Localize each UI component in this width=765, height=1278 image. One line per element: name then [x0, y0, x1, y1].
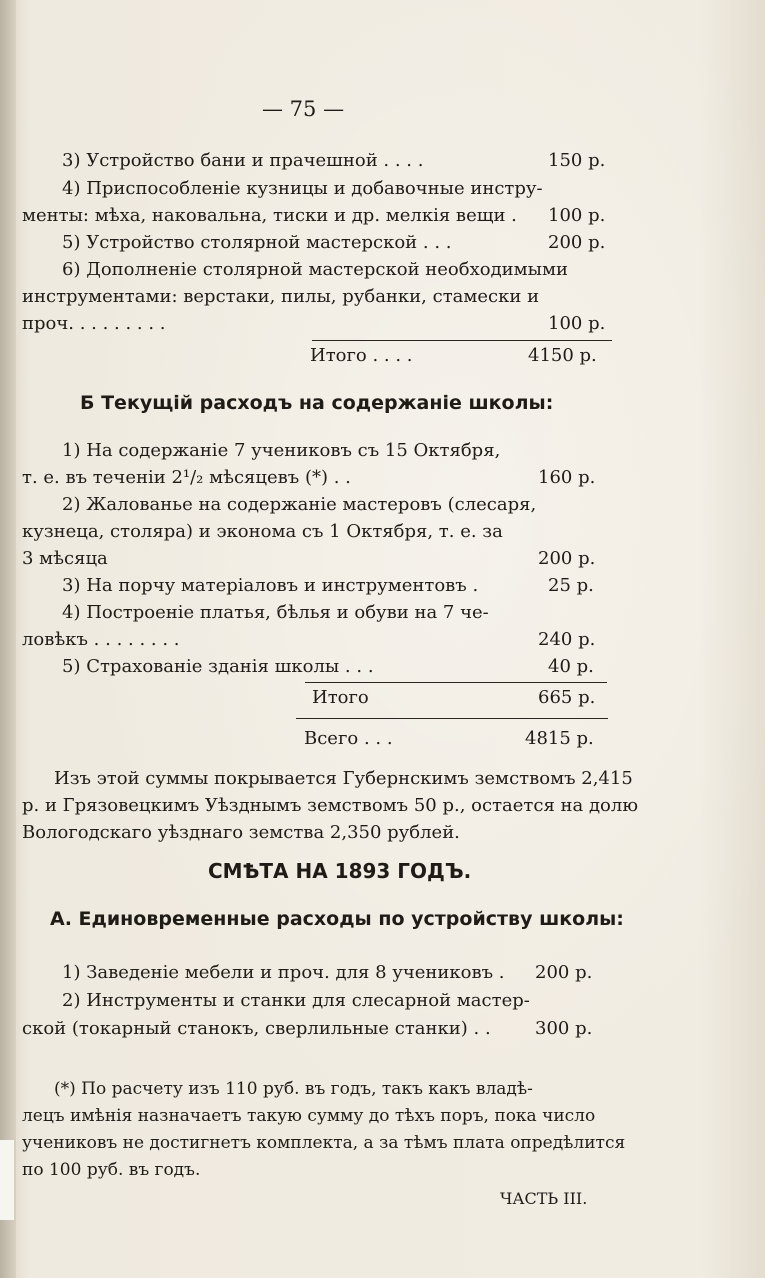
paragraph-line-1: Изъ этой суммы покрывается Губернскимъ земствомъ 2,415	[54, 768, 633, 789]
a-item-1-amount: 200 р.	[535, 962, 593, 983]
b-item-2-text: 2) Жалованье на содержаніе мастеровъ (слесаря,	[62, 494, 537, 515]
b-total-rule	[305, 682, 607, 683]
heading-estimate-1893: СМѢТА НА 1893 ГОДЪ.	[208, 859, 472, 883]
b-item-2-text-3: 3 мѣсяца	[22, 548, 108, 569]
b-item-1-amount: 160 р.	[538, 467, 596, 488]
item-bath-text: 3) Устройство бани и прачешной . . . .	[62, 150, 424, 171]
item-joinery-extra-text-2: инструментами: верстаки, пилы, рубанки, стамески и	[22, 286, 540, 307]
grand-total-rule	[296, 718, 608, 719]
heading-current-expenses: Б Текущій расходъ на содержаніе школы:	[80, 392, 554, 414]
b-item-4-text-2: ловѣкъ . . . . . . . .	[22, 629, 180, 650]
heading-one-time-expenses: А. Единовременные расходы по устройству школы:	[50, 908, 624, 930]
b-item-1-text-2: т. е. въ теченіи 2¹/₂ мѣсяцевъ (*) . .	[22, 467, 351, 488]
item-joinery-amount: 200 р.	[548, 232, 606, 253]
item-smithy-text-2: менты: мѣха, наковальна, тиски и др. мелкія вещи .	[22, 205, 517, 226]
a-item-2-text: 2) Инструменты и станки для слесарной мастер-	[62, 990, 530, 1011]
item-smithy-text: 4) Приспособленіе кузницы и добавочные инстру-	[62, 178, 543, 199]
item-smithy-amount: 100 р.	[548, 205, 606, 226]
paragraph-line-3: Вологодскаго уѣзднаго земства 2,350 рублей.	[22, 822, 460, 843]
page-number: — 75 —	[262, 97, 345, 121]
a-item-1-text: 1) Заведеніе мебели и проч. для 8 учениковъ .	[62, 962, 505, 983]
total-rule	[312, 340, 612, 341]
b-item-1-text: 1) На содержаніе 7 учениковъ съ 15 Октября,	[62, 440, 501, 461]
item-joinery-extra-text-3: проч. . . . . . . . .	[22, 313, 166, 334]
grand-total-amount: 4815 р.	[525, 728, 594, 749]
footnote-line-3: учениковъ не достигнетъ комплекта, а за тѣмъ плата опредѣлится	[22, 1133, 626, 1153]
top-total-amount: 4150 р.	[528, 345, 597, 366]
signature-mark: ЧАСТЬ III.	[500, 1189, 588, 1208]
item-bath-amount: 150 р.	[548, 150, 606, 171]
a-item-2-amount: 300 р.	[535, 1018, 593, 1039]
b-item-2-text-2: кузнеца, столяра) и эконома съ 1 Октября, т. е. за	[22, 521, 503, 542]
page-edge-tear	[0, 1140, 14, 1220]
b-item-2-amount: 200 р.	[538, 548, 596, 569]
page-spine-shadow	[0, 0, 16, 1278]
b-total-amount: 665 р.	[538, 687, 596, 708]
item-joinery-text: 5) Устройство столярной мастерской . . .	[62, 232, 452, 253]
top-total-label: Итого . . . .	[310, 345, 413, 366]
b-item-4-amount: 240 р.	[538, 629, 596, 650]
b-item-5-amount: 40 р.	[548, 656, 594, 677]
b-total-label: Итого	[312, 687, 369, 708]
footnote-line-4: по 100 руб. въ годъ.	[22, 1160, 201, 1180]
a-item-2-text-2: ской (токарный станокъ, сверлильные станки) . .	[22, 1018, 491, 1039]
item-joinery-extra-amount: 100 р.	[548, 313, 606, 334]
b-item-3-text: 3) На порчу матеріаловъ и инструментовъ .	[62, 575, 479, 596]
item-joinery-extra-text: 6) Дополненіе столярной мастерской необходимыми	[62, 259, 569, 280]
grand-total-label: Всего . . .	[304, 728, 393, 749]
footnote-line-1: (*) По расчету изъ 110 руб. въ годъ, такъ какъ владѣ-	[54, 1079, 533, 1099]
b-item-4-text: 4) Построеніе платья, бѣлья и обуви на 7 че-	[62, 602, 489, 623]
b-item-3-amount: 25 р.	[548, 575, 594, 596]
paragraph-line-2: р. и Грязовецкимъ Уѣзднымъ земствомъ 50 р., остается на долю	[22, 795, 638, 816]
footnote-line-2: лецъ имѣнія назначаетъ такую сумму до тѣхъ поръ, пока число	[22, 1106, 596, 1126]
b-item-5-text: 5) Страхованіе зданія школы . . .	[62, 656, 374, 677]
